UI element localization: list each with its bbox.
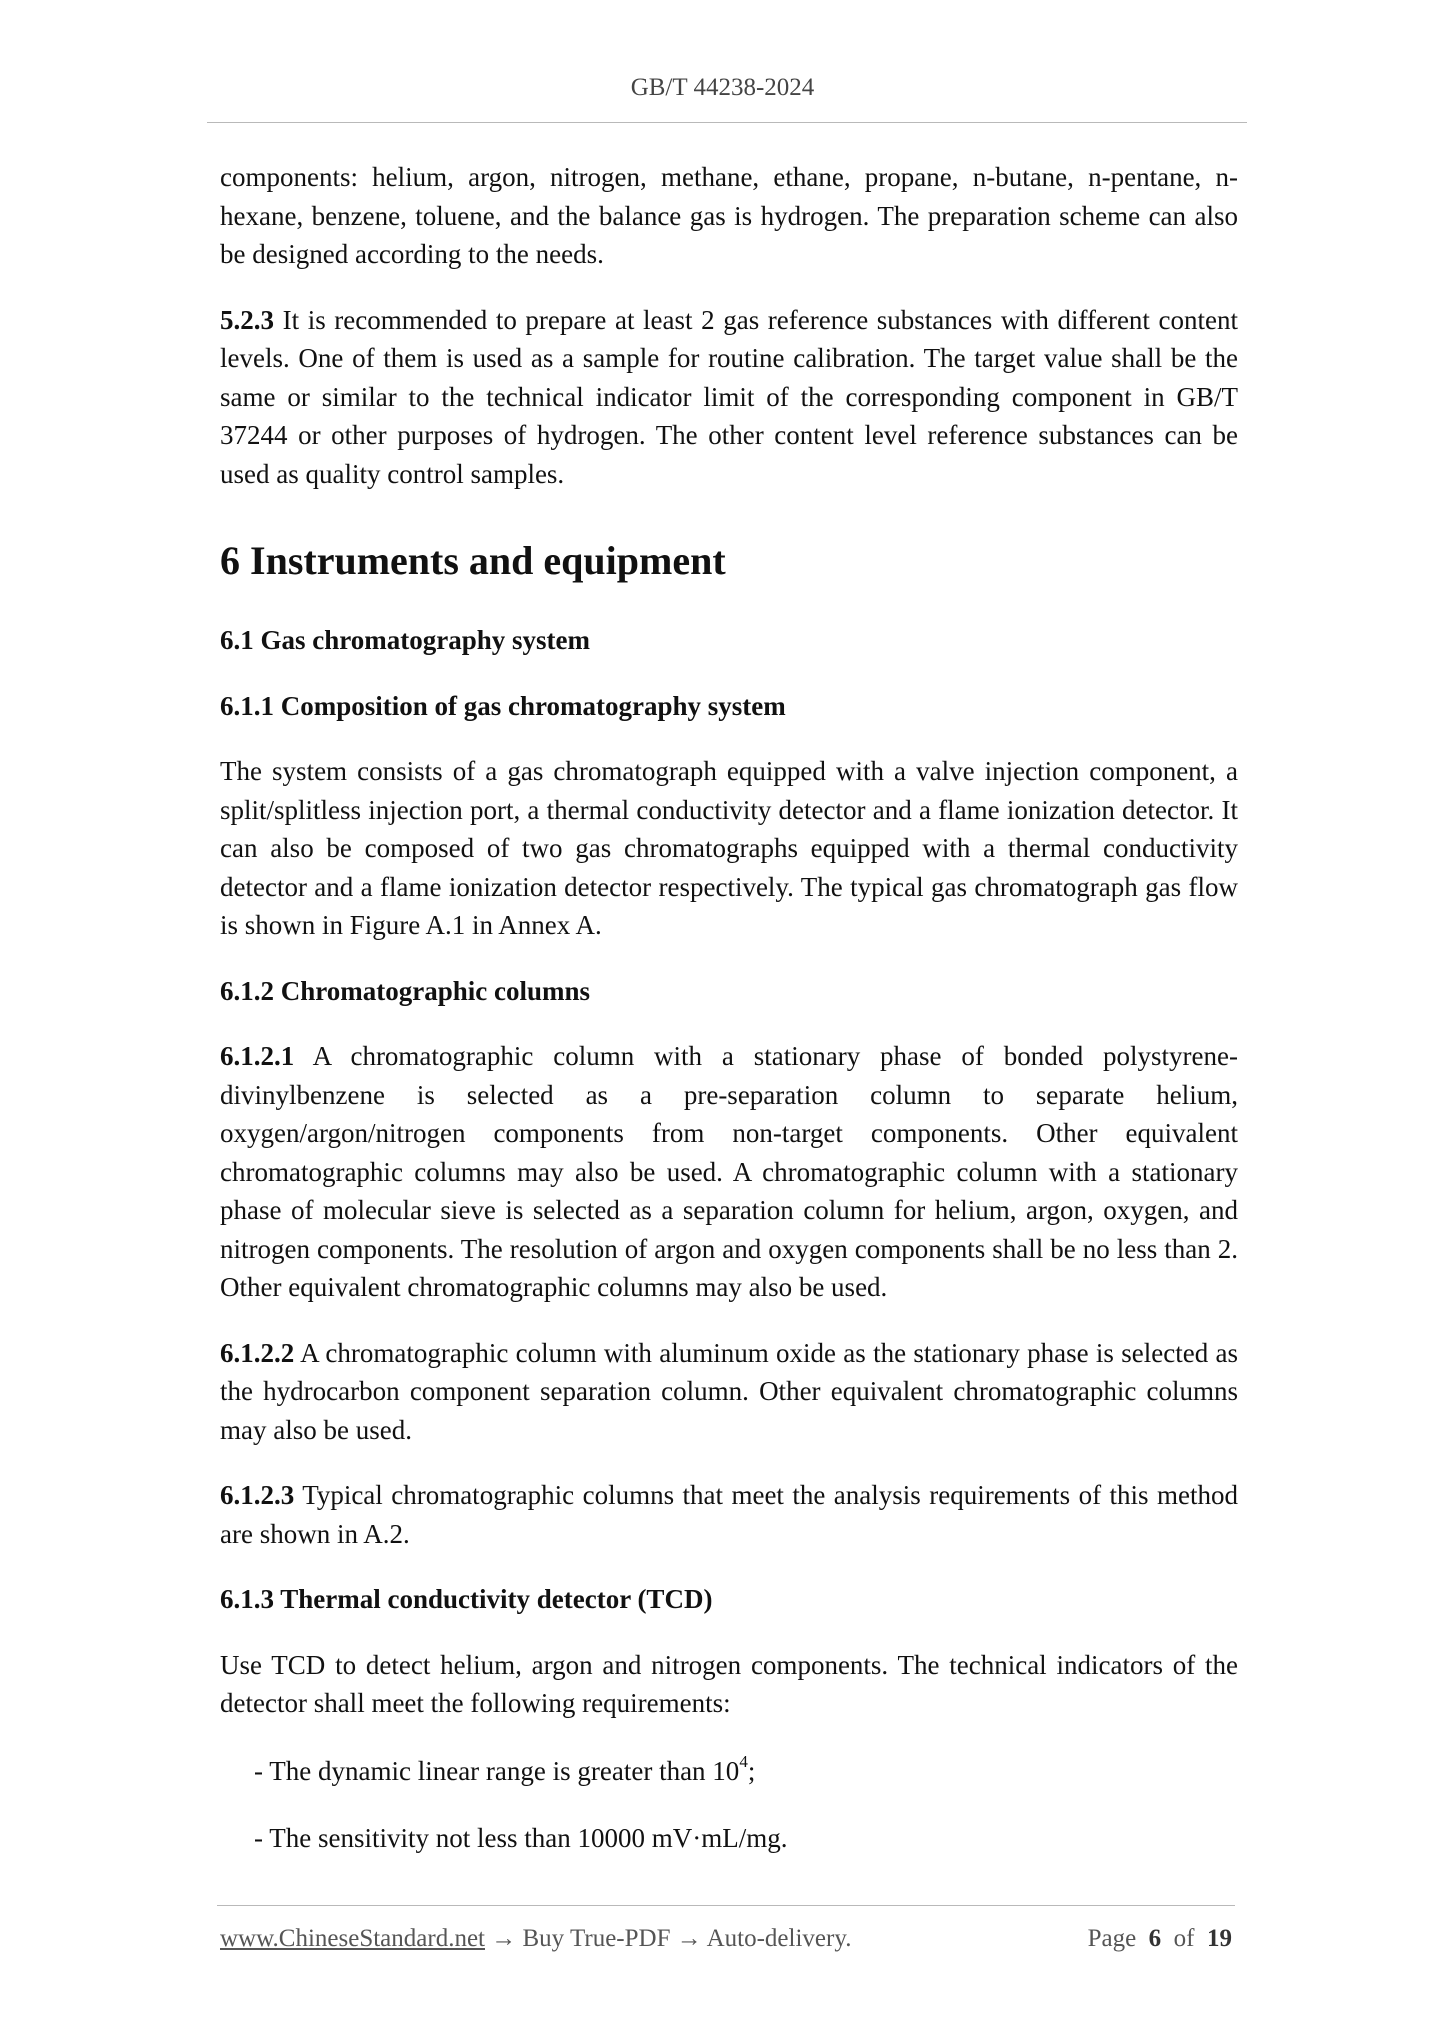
requirement-text: - The dynamic linear range is greater than 10 — [254, 1755, 740, 1786]
section-6-1-2-heading: 6.1.2 Chromatographic columns — [220, 975, 591, 1006]
clause-number: 6.1.2.2 — [220, 1337, 295, 1368]
clause-text: Typical chromatographic columns that meet the analysis requirements of this method are shown in A.2. — [220, 1480, 1238, 1549]
intro-paragraph: components: helium, argon, nitrogen, methane, ethane, propane, n-butane, n-pentane, n-hexane, benzene, toluene, and the balance gas is hydrogen. The preparation scheme can also be designed according to the needs. — [220, 162, 1238, 269]
footer-divider — [217, 1905, 1235, 1906]
page-number: 6 — [1148, 1925, 1162, 1952]
clause-text: It is recommended to prepare at least 2 gas reference substances with different content levels. One of them is used as a sample for routine calibration. The target value shall be the same or similar to the technical indicator limit of the corresponding component in GB/T 37244 or other purposes of hydrogen. The other content level reference substances can be used as quality control samples. — [220, 304, 1238, 489]
section-6-1-1-paragraph: The system consists of a gas chromatograph equipped with a valve injection component, a split/splitless injection port, a thermal conductivity detector and a flame ionization detector. It can also be composed of two gas chromatographs equipped with a thermal conductivity detector and a flame ionization detector respectively. The typical gas chromatograph gas flow is shown in Figure A.1 in Annex A. — [220, 756, 1238, 940]
website-link[interactable]: www.ChineseStandard.net — [220, 1925, 485, 1952]
clause-6-1-2-2 — [220, 1334, 1238, 1450]
requirement-tail: ; — [747, 1755, 756, 1786]
clause-6-1-2-1 — [220, 1037, 1238, 1307]
section-6-1-3-heading: 6.1.3 Thermal conductivity detector (TCD) — [220, 1584, 713, 1614]
requirement-item-sensitivity: - The sensitivity not less than 10000 mV·mL/mg. — [254, 1823, 788, 1853]
clause-5-2-3 — [220, 301, 1238, 494]
document-footer — [220, 1925, 1232, 1953]
clause-6-1-2-3 — [220, 1476, 1238, 1553]
clause-number: 6.1.2.3 — [220, 1480, 295, 1510]
footer-nav-text: → Buy True-PDF → Auto-delivery. — [485, 1925, 852, 1952]
document-header: GB/T 44238-2024 — [630, 74, 815, 101]
clause-number: 5.2.3 — [220, 304, 274, 335]
page-total: 19 — [1207, 1925, 1232, 1952]
section-6-1-3-paragraph: Use TCD to detect helium, argon and nitrogen components. The technical indicators of the detector shall meet the following requirements: — [220, 1649, 1238, 1718]
section-6-heading: 6 Instruments and equipment — [220, 538, 726, 583]
page-indicator — [1088, 1925, 1232, 1953]
section-6-1-heading: 6.1 Gas chromatography system — [220, 625, 590, 655]
page-label: Page — [1087, 1925, 1137, 1952]
exponent: 4 — [739, 1751, 748, 1771]
of-label: of — [1173, 1925, 1195, 1952]
header-divider — [207, 122, 1247, 123]
clause-text: A chromatographic column with aluminum oxide as the stationary phase is selected as the hydrocarbon component separation column. Other equivalent chromatographic columns may also be used. — [220, 1337, 1238, 1445]
clause-number: 6.1.2.1 — [220, 1041, 295, 1071]
document-body — [220, 158, 1238, 1858]
section-6-1-1-heading: 6.1.1 Composition of gas chromatography system — [220, 690, 786, 721]
clause-text: A chromatographic column with a stationary phase of bonded polystyrene-divinylbenzene is selected as a pre-separation column to separate helium, oxygen/argon/nitrogen components from non-target components. Other equivalent chromatographic columns may also be used. A chromatographic column with a stationary phase of molecular sieve is selected as a separation column for helium, argon, oxygen, and nitrogen components. The resolution of argon and oxygen components shall be no less than 2. Other equivalent chromatographic columns may also be used. — [220, 1041, 1238, 1302]
requirement-item-linear-range — [220, 1752, 1238, 1791]
